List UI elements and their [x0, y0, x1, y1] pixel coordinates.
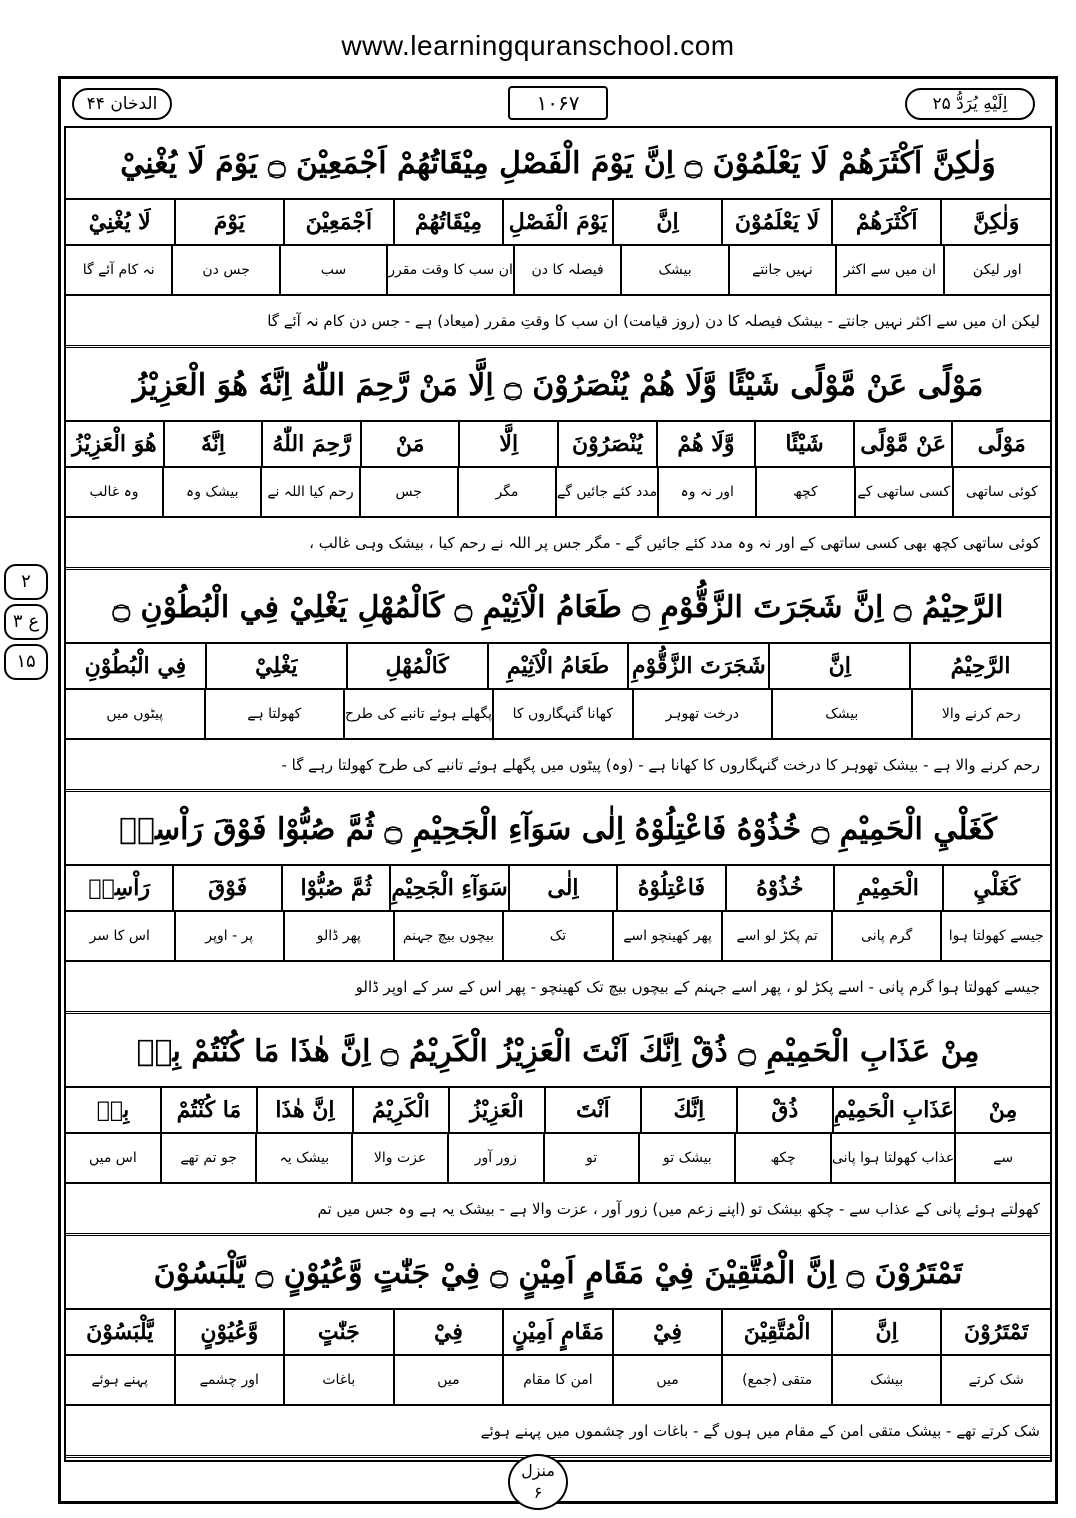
word-row [66, 200, 1050, 246]
translation-cell: اس میں [88, 1150, 137, 1166]
translation-cell: وہ غالب [89, 484, 139, 500]
translation-cell: اور نہ وہ [657, 468, 755, 516]
ayah-text: تَمْتَرُوْنَ ۝ اِنَّ الْمُتَّقِيْنَ فِيْ مَقَامٍ اَمِيْنٍ ۝ فِيْ جَنّٰتٍ وَّعُيُوْنٍ ۝ يَّلْبَسُوْنَ [66, 1238, 1050, 1310]
translation-cell: اور لیکن [943, 246, 1050, 294]
translation-cell: تک [502, 912, 612, 960]
translation-cell: ان سب کا وقت مقرر [386, 246, 513, 294]
translation-cell: جس [359, 468, 457, 516]
translation-cell: کھولتا ہے [204, 690, 344, 738]
translation-cell: پہنے ہوئے [91, 1372, 148, 1388]
word-cell: وَّعُيُوْنٍ [174, 1310, 284, 1354]
word-cell: يَوْمَ [174, 200, 284, 244]
word-cell: بِهٖ [96, 1097, 130, 1123]
ayah-text: وَلٰكِنَّ اَكْثَرَهُمْ لَا يَعْلَمُوْنَ ۝ اِنَّ يَوْمَ الْفَصْلِ مِيْقَاتُهُمْ اَجْمَعِيْنَ ۝ يَوْمَ لَا يُغْنِيْ [66, 128, 1050, 200]
translation-cell: میں [612, 1356, 722, 1404]
translation-cell: ان میں سے اکثر [835, 246, 942, 294]
ayah-text: مِنْ عَذَابِ الْحَمِيْمِ ۝ ذُقْ اِنَّكَ اَنْتَ الْعَزِيْزُ الْكَرِيْمُ ۝ اِنَّ هٰذَا مَا كُنْتُمْ بِهٖ [66, 1016, 1050, 1088]
verse-block [66, 794, 1050, 1014]
word-cell: تَمْتَرُوْنَ [940, 1310, 1050, 1354]
word-translation-row [66, 246, 1050, 296]
translation-cell: کھانا گنہگاروں کا [492, 690, 632, 738]
word-cell: يَوْمَ الْفَصْلِ [502, 200, 612, 244]
translation-cell: زور آور [447, 1134, 543, 1182]
word-row [66, 1310, 1050, 1356]
word-translation-row [66, 690, 1050, 740]
word-cell: مَوْلًى [951, 422, 1050, 466]
word-row [66, 866, 1050, 912]
translation-cell: کسی ساتھی کے [854, 468, 952, 516]
word-cell: فِيْ [612, 1310, 722, 1354]
translation-cell: کچھ [755, 468, 853, 516]
full-translation: رحم کرنے والا ہے - بیشک تھوہر کا درخت گنہگاروں کا کھانا ہے - (وہ) پیٹوں میں پگھلے ہوئے تانبے کی طرح کھولتا رہے گا - [66, 740, 1050, 792]
word-cell: عَذَابِ الْحَمِيْمِ [832, 1088, 954, 1132]
word-cell: ثُمَّ صُبُّوْا [281, 866, 389, 910]
word-cell: اِنَّ [831, 1310, 941, 1354]
translation-cell: متقی (جمع) [721, 1356, 831, 1404]
translation-cell: پیٹوں میں [106, 706, 164, 722]
word-cell: اِلٰى [508, 866, 616, 910]
word-row [66, 422, 1050, 468]
translation-cell: فیصلہ کا دن [513, 246, 620, 294]
word-row [66, 1088, 1050, 1134]
translation-cell: سب [279, 246, 386, 294]
word-cell: جَنّٰتٍ [283, 1310, 393, 1354]
verse-block [66, 572, 1050, 792]
translation-cell: اور چشمے [174, 1356, 284, 1404]
word-cell: مَا كُنْتُمْ [160, 1088, 256, 1132]
page-number: ۱۰۶۷ [508, 86, 608, 120]
manzil-number: ۶ [533, 1483, 543, 1502]
word-cell: يَغْلِيْ [205, 644, 346, 688]
translation-cell: سے [954, 1134, 1050, 1182]
full-translation: لیکن ان میں سے اکثر نہیں جانتے - بیشک فیصلہ کا دن (روز قیامت) ان سب کا وقتِ مقرر (میعاد) ہے - جس دن کام نہ آئے گا [66, 296, 1050, 348]
ayah-text: مَوْلًى عَنْ مَّوْلًى شَيْئًا وَّلَا هُمْ يُنْصَرُوْنَ ۝ اِلَّا مَنْ رَّحِمَ اللّٰهُ اِنَّهٗ هُوَ الْعَزِيْزُ [66, 350, 1050, 422]
side-marker: ع ۳ [4, 604, 48, 640]
word-cell: فِي الْبُطُوْنِ [84, 653, 187, 679]
translation-cell: کوئی ساتھی [952, 468, 1050, 516]
translation-cell: مگر [457, 468, 555, 516]
word-cell: اِنَّ [768, 644, 909, 688]
word-cell: رَاْسِهٖ [88, 875, 150, 901]
translation-cell: چکھ [734, 1134, 830, 1182]
word-cell: هُوَ الْعَزِيْزُ [72, 431, 157, 457]
word-cell: اَجْمَعِيْنَ [283, 200, 393, 244]
word-cell: الْحَمِيْمِ [833, 866, 941, 910]
word-translation-row [66, 1134, 1050, 1184]
translation-cell: رحم کرنے والا [911, 690, 1051, 738]
word-cell: اِنَّ [612, 200, 722, 244]
translation-cell: پگھلے ہوئے تانبے کی طرح [343, 690, 492, 738]
word-cell: فِيْ [393, 1310, 503, 1354]
word-cell: خُذُوْهُ [725, 866, 833, 910]
word-cell: اَنْتَ [544, 1088, 640, 1132]
translation-cell: بیشک [771, 690, 911, 738]
translation-cell: عذاب کھولتا ہوا پانی [830, 1134, 954, 1182]
translation-cell: نہ کام آئے گا [82, 262, 155, 278]
word-cell: الْكَرِيْمُ [352, 1088, 448, 1132]
ayah-text: كَغَلْيِ الْحَمِيْمِ ۝ خُذُوْهُ فَاعْتِلُوْهُ اِلٰى سَوَآءِ الْجَحِيْمِ ۝ ثُمَّ صُبُّوْا فَوْقَ رَاْسِهٖ [66, 794, 1050, 866]
translation-cell: پھر ڈالو [283, 912, 393, 960]
ayah-text: الرَّحِيْمُ ۝ اِنَّ شَجَرَتَ الزَّقُّوْمِ ۝ طَعَامُ الْاَثِيْمِ ۝ كَالْمُهْلِ يَغْلِيْ فِي الْبُطُوْنِ ۝ [66, 572, 1050, 644]
translation-cell: شک کرتے [940, 1356, 1050, 1404]
translation-cell: درخت تھوہر [632, 690, 772, 738]
word-cell: عَنْ مَّوْلًى [853, 422, 952, 466]
word-cell: كَالْمُهْلِ [346, 644, 487, 688]
verse-block [66, 350, 1050, 570]
surah-name-header: الدخان ۴۴ [72, 88, 172, 120]
word-cell: طَعَامُ الْاَثِيْمِ [487, 644, 628, 688]
translation-cell: رحم کیا اللہ نے [260, 468, 358, 516]
word-cell: رَّحِمَ اللّٰهُ [261, 422, 360, 466]
word-cell: ذُقْ [736, 1088, 832, 1132]
side-markers [4, 560, 54, 684]
translation-cell: گرم پانی [831, 912, 941, 960]
word-cell: شَيْئًا [754, 422, 853, 466]
full-translation: کوئی ساتھی کچھ بھی کسی ساتھی کے اور نہ وہ مدد کئے جائیں گے - مگر جس پر اللہ نے رحم کیا ، بیشک وہی غالب ، [66, 518, 1050, 570]
word-translation-row [66, 912, 1050, 962]
translation-cell: بیشک تو [638, 1134, 734, 1182]
translation-cell: جیسے کھولتا ہوا [940, 912, 1050, 960]
translation-cell: میں [393, 1356, 503, 1404]
full-translation: کھولتے ہوئے پانی کے عذاب سے - چکھ بیشک تو (اپنے زعم میں) زور آور ، عزت والا ہے - بیشک یہ ہے وہ جس میں تم [66, 1184, 1050, 1236]
word-cell: اِنَّكَ [640, 1088, 736, 1132]
translation-cell: نہیں جانتے [728, 246, 835, 294]
side-marker: ۲ [4, 564, 48, 600]
translation-cell: پھر کھینچو اسے [612, 912, 722, 960]
word-cell: يُنْصَرُوْنَ [557, 422, 656, 466]
word-translation-row [66, 468, 1050, 518]
full-translation: شک کرتے تھے - بیشک متقی امن کے مقام میں ہوں گے - باغات اور چشموں میں پہنے ہوئے [66, 1406, 1050, 1458]
translation-cell: بیشک [831, 1356, 941, 1404]
word-cell: لَا يُغْنِيْ [88, 209, 151, 235]
word-cell: اِنَّهٗ [163, 422, 262, 466]
word-cell: كَغَلْيِ [942, 866, 1050, 910]
translation-cell: باغات [283, 1356, 393, 1404]
word-cell: الرَّحِيْمُ [909, 644, 1050, 688]
word-cell: مَقَامٍ اَمِيْنٍ [502, 1310, 612, 1354]
word-cell: الْعَزِيْزُ [448, 1088, 544, 1132]
word-cell: فَوْقَ [172, 866, 280, 910]
word-cell: وَلٰكِنَّ [940, 200, 1050, 244]
translation-cell: بیشک وہ [162, 468, 260, 516]
word-cell: اِنَّ هٰذَا [256, 1088, 352, 1132]
verse-block [66, 1016, 1050, 1236]
translation-cell: تو [543, 1134, 639, 1182]
word-cell: اَكْثَرَهُمْ [831, 200, 941, 244]
translation-cell: عزت والا [351, 1134, 447, 1182]
translation-cell: بیشک [620, 246, 727, 294]
word-cell: مِيْقَاتُهُمْ [393, 200, 503, 244]
verse-block [66, 1238, 1050, 1458]
word-cell: مَنْ [360, 422, 459, 466]
translation-cell: بیچوں بیچ جہنم [393, 912, 503, 960]
translation-cell: جو تم تھے [160, 1134, 256, 1182]
word-cell: مِنْ [954, 1088, 1050, 1132]
word-cell: اِلَّا [458, 422, 557, 466]
word-translation-row [66, 1356, 1050, 1406]
translation-cell: امن کا مقام [502, 1356, 612, 1404]
word-row [66, 644, 1050, 690]
translation-cell: جس دن [171, 246, 278, 294]
translation-cell: مدد کئے جائیں گے [555, 468, 657, 516]
site-url: www.learningquranschool.com [341, 30, 735, 61]
side-marker: ۱۵ [4, 644, 48, 680]
verse-block [66, 128, 1050, 348]
translation-cell: پر - اوپر [174, 912, 284, 960]
manzil-label: منزل [521, 1461, 555, 1480]
word-cell: لَا يَعْلَمُوْنَ [721, 200, 831, 244]
full-translation: جیسے کھولتا ہوا گرم پانی - اسے پکڑ لو ، پھر اسے جہنم کے بیچوں بیچ تک کھینچو - پھر اس کے سر کے اوپر ڈالو [66, 962, 1050, 1014]
word-cell: وَّلَا هُمْ [656, 422, 755, 466]
translation-cell: تم پکڑ لو اسے [721, 912, 831, 960]
word-cell: يَّلْبَسُوْنَ [86, 1319, 154, 1345]
word-cell: فَاعْتِلُوْهُ [616, 866, 724, 910]
translation-cell: بیشک یہ [255, 1134, 351, 1182]
translation-cell: اس کا سر [89, 928, 150, 944]
juz-name-header: اِلَيْهِ يُرَدُّ ۲۵ [905, 88, 1035, 120]
word-cell: الْمُتَّقِيْنَ [721, 1310, 831, 1354]
manzil-marker [508, 1454, 568, 1510]
word-cell: سَوَآءِ الْجَحِيْمِ [389, 866, 507, 910]
word-cell: شَجَرَتَ الزَّقُّوْمِ [627, 644, 768, 688]
